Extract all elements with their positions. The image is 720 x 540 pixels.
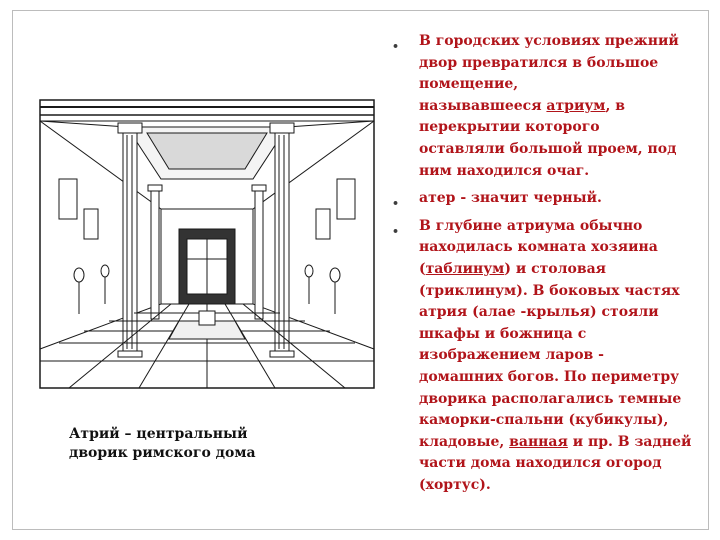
bullet-line — [419, 432, 705, 454]
bullet-marker: • — [392, 197, 400, 211]
bullet-line: В городских условиях прежний — [419, 33, 679, 49]
bullet-item — [385, 216, 705, 497]
bullet-line: атер - значит черный. — [419, 190, 602, 207]
text-run: ) и столовая — [504, 260, 606, 277]
bullet-line: двор превратился в большое — [419, 54, 659, 71]
bullet-line: каморки-спальни (кубикулы), — [419, 412, 669, 429]
caption-line: Атрий – центральный — [69, 426, 248, 442]
text-run: называвшееся — [419, 97, 547, 114]
caption-line: дворик римского дома — [69, 445, 256, 461]
bullet-line: ним находился очаг. — [419, 162, 590, 179]
text-run: ( — [419, 260, 426, 277]
bullet-line: перекрытии которого — [419, 119, 600, 136]
bullet-line: помещение, — [419, 76, 519, 93]
underlined-term: таблинум — [425, 260, 505, 277]
bullet-line: оставляли большой проем, под — [419, 140, 677, 157]
text-run: и пр. В задней — [567, 433, 692, 450]
bullet-line: атрия (алае -крылья) стояли — [419, 304, 659, 321]
bullet-line: шкафы и божница с — [419, 325, 587, 342]
atrium-illustration — [39, 99, 375, 389]
slide — [12, 10, 709, 530]
bullet-line: (триклинум). В боковых частях — [419, 282, 680, 299]
bullet-line: (хортус). — [419, 476, 491, 493]
bullet-list — [385, 31, 705, 502]
text-run: кладовые, — [419, 433, 510, 450]
bullet-line: находилась комната хозяина — [419, 239, 658, 256]
bullet-line: дворика располагались темные — [419, 390, 682, 407]
illustration-caption — [69, 425, 309, 463]
bullet-marker: • — [392, 224, 400, 238]
bullet-line: изображением ларов - — [419, 347, 604, 364]
text-run: , в — [605, 97, 625, 114]
bullet-line: части дома находился огород — [419, 455, 662, 472]
bullet-item — [385, 31, 705, 182]
underlined-term: ванная — [509, 433, 568, 450]
bullet-marker: • — [392, 40, 400, 53]
bullet-line: В глубине атриума обычно — [419, 217, 643, 234]
underlined-term: атриум — [546, 97, 606, 114]
bullet-line: домашних богов. По периметру — [419, 368, 680, 385]
bullet-line — [419, 96, 705, 118]
bullet-item — [385, 188, 705, 210]
bullet-line — [419, 259, 705, 281]
